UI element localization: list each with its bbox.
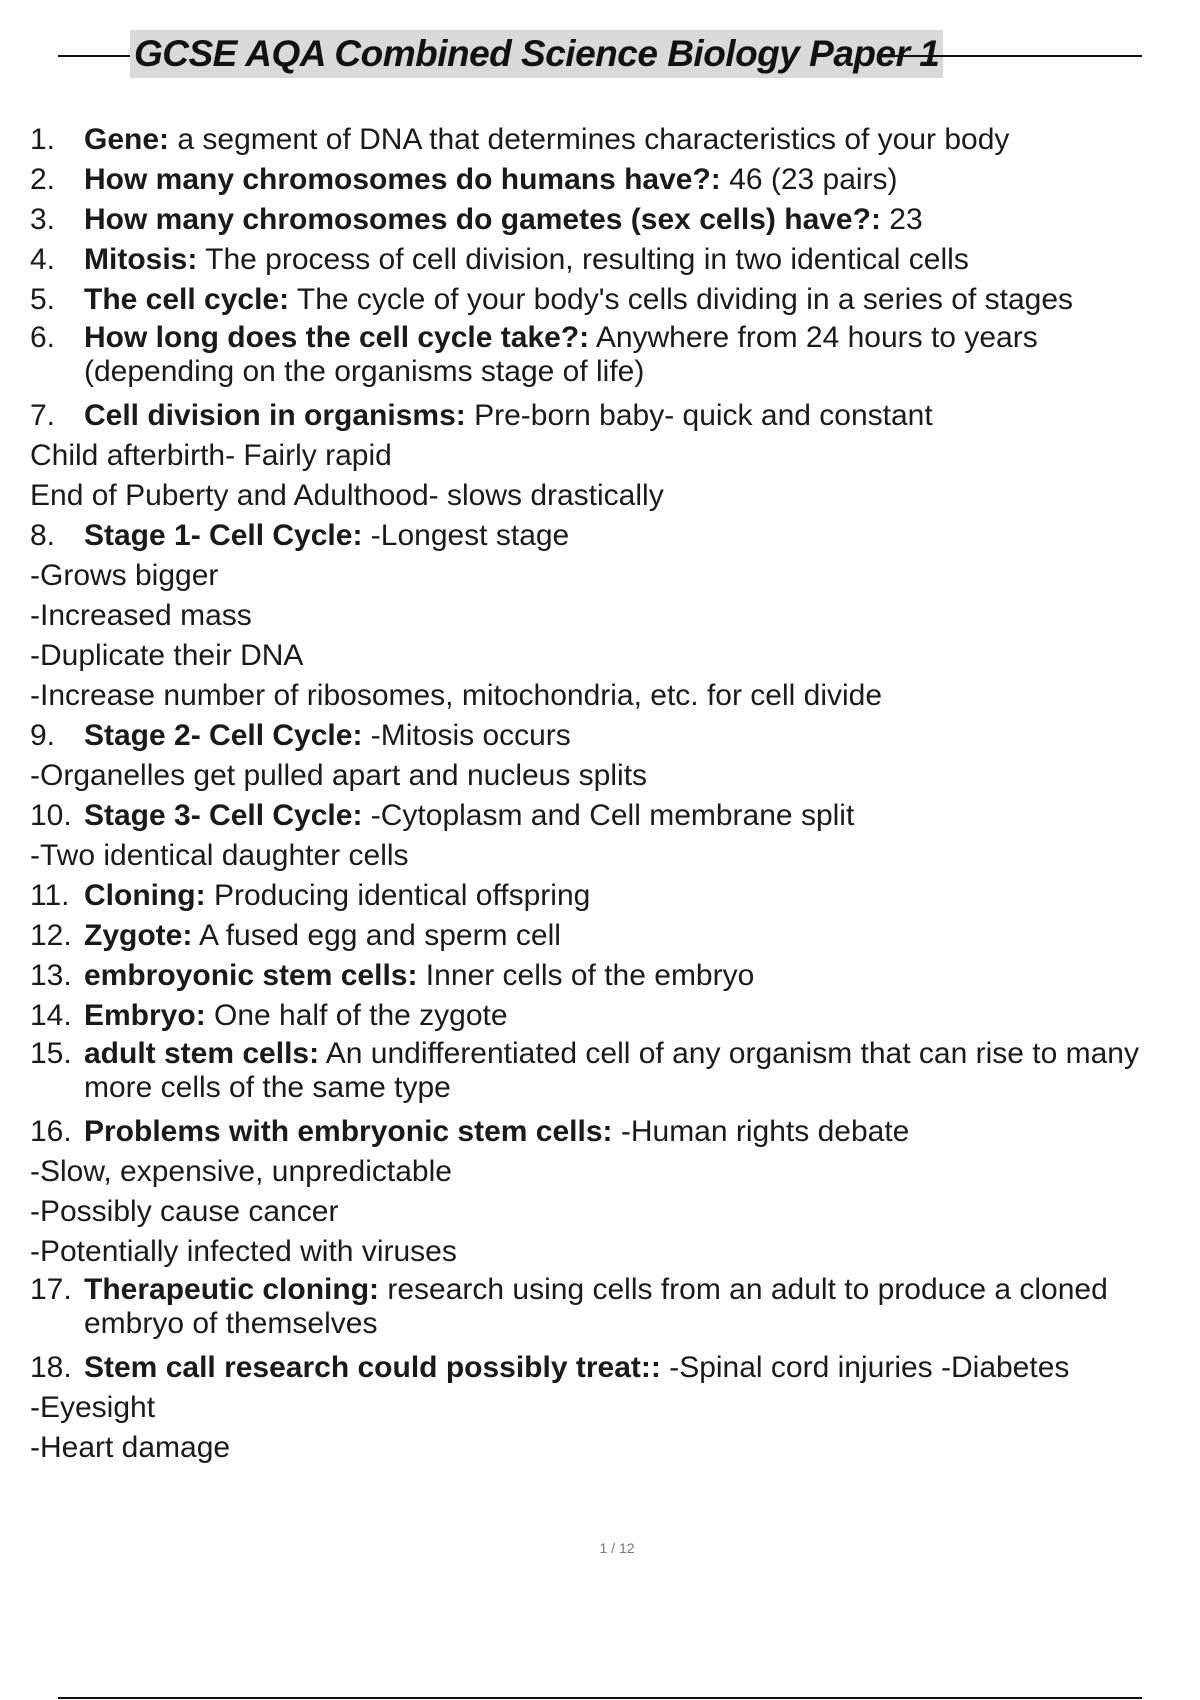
page-title: GCSE AQA Combined Science Biology Paper 1 bbox=[130, 30, 943, 78]
list-item: 11. Cloning: Producing identical offspring bbox=[30, 879, 591, 912]
numbered-list bbox=[30, 120, 1200, 1468]
list-item: 17. Therapeutic cloning: research using cells from an adult to produce a cloned bbox=[30, 1273, 1108, 1306]
sub-line: -Increased mass bbox=[30, 599, 252, 632]
list-item-continuation: more cells of the same type bbox=[84, 1071, 451, 1104]
list-item-continuation: embryo of themselves bbox=[84, 1307, 378, 1340]
list-item: 9. Stage 2- Cell Cycle: -Mitosis occurs bbox=[30, 719, 571, 752]
title-rule-right bbox=[880, 55, 1142, 57]
sub-line: End of Puberty and Adulthood- slows drastically bbox=[30, 479, 664, 512]
list-item: 2. How many chromosomes do humans have?: 46 (23 pairs) bbox=[30, 163, 898, 196]
sub-line: -Potentially infected with viruses bbox=[30, 1235, 457, 1268]
title-row bbox=[58, 30, 1142, 80]
list-item: 13. embroyonic stem cells: Inner cells of the embryo bbox=[30, 959, 755, 992]
page-number: 1 / 12 bbox=[599, 1540, 635, 1556]
list-item: 6. How long does the cell cycle take?: Anywhere from 24 hours to years bbox=[30, 321, 1038, 354]
list-item: 5. The cell cycle: The cycle of your body's cells dividing in a series of stages bbox=[30, 283, 1074, 316]
list-item: 16. Problems with embryonic stem cells: -Human rights debate bbox=[30, 1115, 910, 1148]
list-item-continuation: (depending on the organisms stage of life) bbox=[84, 355, 645, 388]
list-item: 15. adult stem cells: An undifferentiated cell of any organism that can rise to many bbox=[30, 1037, 1139, 1070]
sub-line: -Increase number of ribosomes, mitochondria, etc. for cell divide bbox=[30, 679, 883, 712]
sub-line: -Organelles get pulled apart and nucleus splits bbox=[30, 759, 648, 792]
sub-line: -Two identical daughter cells bbox=[30, 839, 409, 872]
list-item: 14. Embryo: One half of the zygote bbox=[30, 999, 508, 1032]
list-item: 1. Gene: a segment of DNA that determines characteristics of your body bbox=[30, 123, 1010, 156]
sub-line: -Duplicate their DNA bbox=[30, 639, 304, 672]
sub-line: -Heart damage bbox=[30, 1431, 231, 1464]
list-item: 3. How many chromosomes do gametes (sex cells) have?: 23 bbox=[30, 203, 923, 236]
footer-rule bbox=[58, 1697, 1142, 1699]
list-item: 12. Zygote: A fused egg and sperm cell bbox=[30, 919, 561, 952]
list-item: 18. Stem call research could possibly treat:: -Spinal cord injuries -Diabetes bbox=[30, 1351, 1070, 1384]
list-item: 7. Cell division in organisms: Pre-born baby- quick and constant bbox=[30, 399, 933, 432]
list-item: 8. Stage 1- Cell Cycle: -Longest stage bbox=[30, 519, 570, 552]
sub-line: -Possibly cause cancer bbox=[30, 1195, 339, 1228]
sub-line: -Eyesight bbox=[30, 1391, 156, 1424]
list-item: 10. Stage 3- Cell Cycle: -Cytoplasm and Cell membrane split bbox=[30, 799, 855, 832]
sub-line: Child afterbirth- Fairly rapid bbox=[30, 439, 392, 472]
list-item: 4. Mitosis: The process of cell division, resulting in two identical cells bbox=[30, 243, 969, 276]
sub-line: -Grows bigger bbox=[30, 559, 219, 592]
sub-line: -Slow, expensive, unpredictable bbox=[30, 1155, 452, 1188]
title-rule-left bbox=[58, 55, 130, 57]
